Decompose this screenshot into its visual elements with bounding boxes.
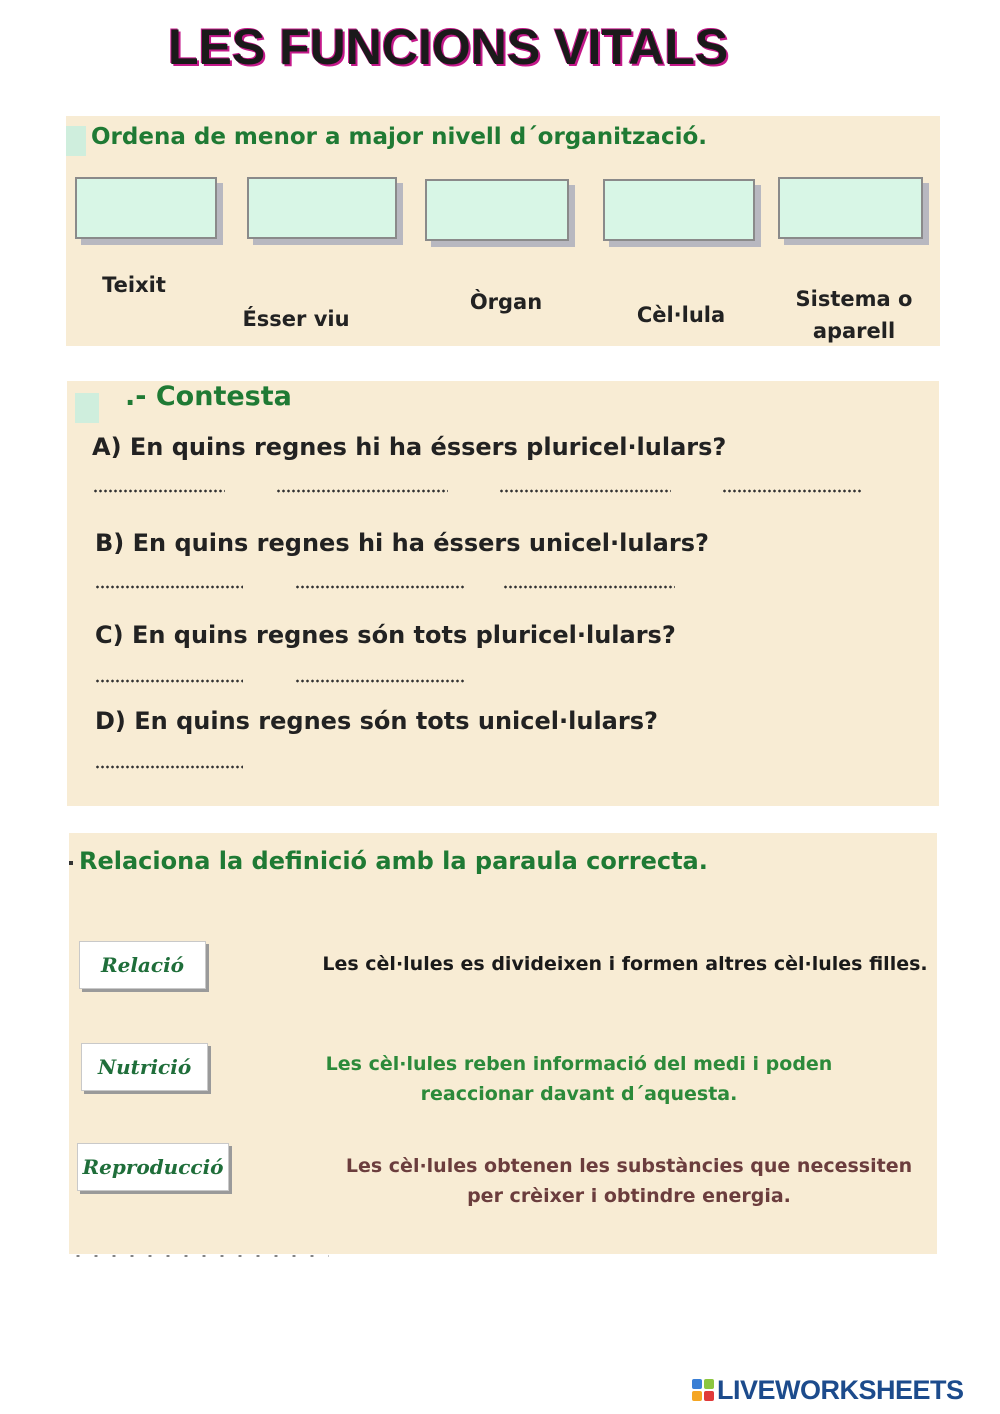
order-drop-box-5[interactable]: [778, 177, 923, 239]
answer-blank-a2[interactable]: [276, 489, 448, 493]
word-card-cellula[interactable]: Cèl·lula: [636, 303, 726, 327]
answer-blank-b3[interactable]: [503, 585, 675, 589]
term-card-nutricio[interactable]: Nutrició: [81, 1043, 208, 1091]
question-c: C) En quins regnes són tots pluricel·lulars?: [95, 621, 676, 649]
exercise-match-panel: [69, 833, 937, 1254]
page-title: LES FUNCIONS VITALS: [168, 19, 729, 75]
answer-blank-b1[interactable]: [95, 585, 243, 589]
answer-blank-a1[interactable]: [93, 489, 225, 493]
liveworksheets-logo: [692, 1374, 964, 1406]
exercise-bullet: [69, 861, 73, 865]
answer-blank-c1[interactable]: [95, 679, 243, 683]
answer-blank-c2[interactable]: [295, 679, 465, 683]
exercise3-heading: Relaciona la definició amb la paraula correcta.: [79, 847, 708, 875]
question-b: B) En quins regnes hi ha éssers unicel·lulars?: [95, 529, 709, 557]
logo-text: LIVEWORKSHEETS: [717, 1374, 964, 1405]
word-card-organ[interactable]: Òrgan: [469, 290, 543, 314]
answer-blank-a4[interactable]: [722, 489, 862, 493]
answer-blank-d1[interactable]: [95, 765, 243, 769]
logo-grid-icon: [692, 1379, 714, 1401]
exercise-number-marker: [66, 126, 86, 156]
term-card-relacio[interactable]: Relació: [79, 941, 206, 989]
word-card-sistema-aparell[interactable]: Sistema o aparell: [795, 287, 913, 343]
answer-blank-a3[interactable]: [499, 489, 671, 493]
term-card-reproduccio[interactable]: Reproducció: [77, 1143, 229, 1191]
definition-1[interactable]: Les cèl·lules es divideixen i formen altres cèl·lules filles.: [322, 953, 928, 975]
exercise1-heading: Ordena de menor a major nivell d´organització.: [91, 124, 708, 150]
cropped-next-heading: [69, 1252, 329, 1260]
word-card-esser-viu[interactable]: Ésser viu: [242, 307, 350, 331]
order-drop-box-2[interactable]: [247, 177, 397, 239]
word-card-teixit[interactable]: Teixit: [102, 273, 166, 297]
order-drop-box-4[interactable]: [603, 179, 755, 241]
answer-blank-b2[interactable]: [295, 585, 465, 589]
order-drop-box-3[interactable]: [425, 179, 569, 241]
order-drop-box-1[interactable]: [75, 177, 217, 239]
exercise-answer-panel: [67, 381, 939, 806]
exercise2-heading: .- Contesta: [125, 381, 292, 412]
exercise-order-panel: [66, 116, 940, 346]
exercise-number-marker: [75, 393, 99, 423]
question-d: D) En quins regnes són tots unicel·lulars?: [95, 707, 658, 735]
definition-3[interactable]: Les cèl·lules obtenen les substàncies que necessiten per crèixer i obtindre energia.: [345, 1155, 913, 1207]
definition-2[interactable]: Les cèl·lules reben informació del medi i poden reaccionar davant d´aquesta.: [325, 1053, 833, 1105]
question-a: A) En quins regnes hi ha éssers pluricel·lulars?: [92, 433, 727, 461]
